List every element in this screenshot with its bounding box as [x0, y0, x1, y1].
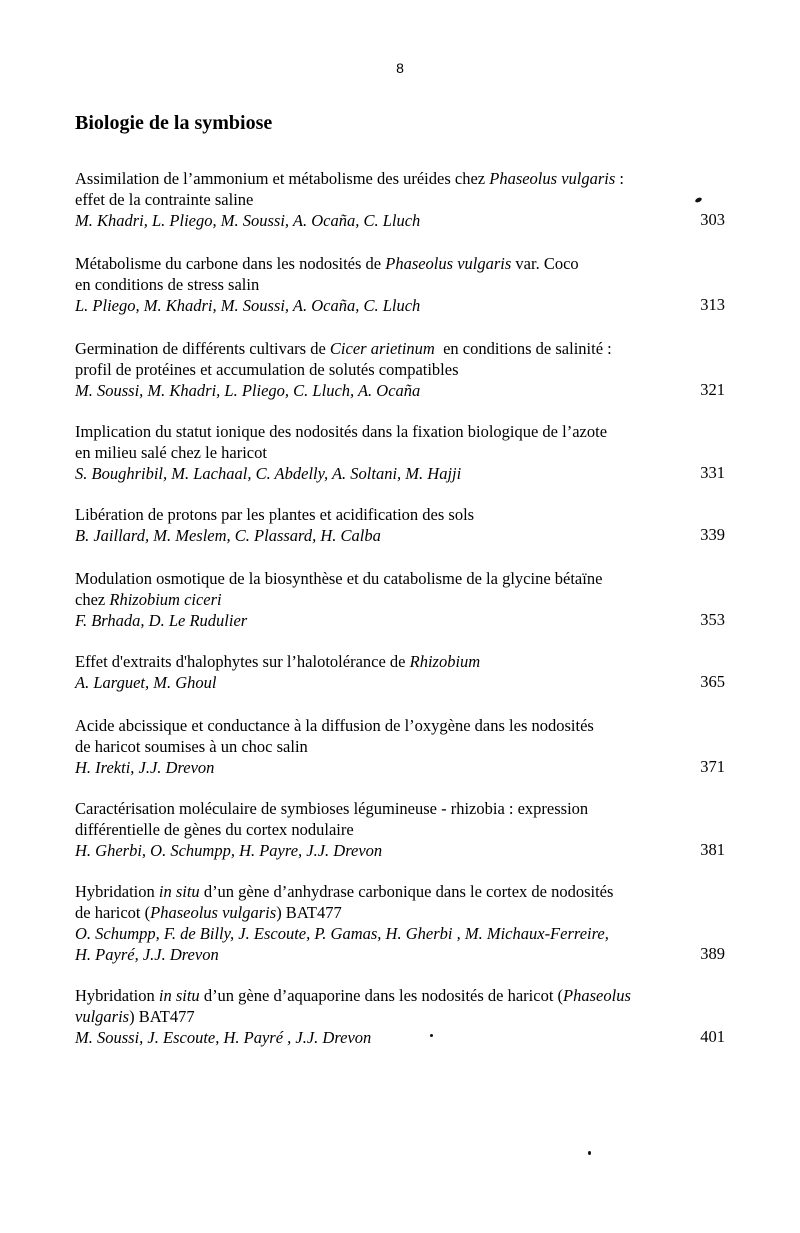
toc-entry-title: Libération de protons par les plantes et acidification des sols B. Jaillard, M. Meslem, C. Plassard, H. Calba — [75, 504, 675, 546]
toc-entry-title: Modulation osmotique de la biosynthèse et du catabolisme de la glycine bétaïne chez Rhizobium ciceri F. Brhada, D. Le Rudulier — [75, 568, 675, 631]
table-of-contents — [75, 168, 725, 1068]
toc-entry-title: Métabolisme du carbone dans les nodosités de Phaseolus vulgaris var. Coco en conditions de stress salin L. Pliego, M. Khadri, M. Soussi, A. Ocaña, C. Lluch — [75, 253, 675, 316]
toc-entry-page: 339 — [700, 525, 725, 544]
toc-entry-authors: M. Soussi, M. Khadri, L. Pliego, C. Lluch, A. Ocaña — [75, 381, 421, 400]
toc-entry-page: 303 — [700, 210, 725, 229]
toc-entry-authors: H. Payré, J.J. Drevon — [75, 945, 219, 964]
toc-entry-title: Germination de différents cultivars de Cicer arietinum en conditions de salinité : profil de protéines et accumulation de solutés compatibles M. Soussi, M. Khadri, L. Pliego, C. Lluch, A. Ocaña — [75, 338, 675, 401]
toc-entry-title: Implication du statut ionique des nodosités dans la fixation biologique de l’azote en milieu salé chez le haricot S. Boughribil, M. Lachaal, C. Abdelly, A. Soltani, M. Hajji — [75, 421, 675, 484]
toc-entry-page: 381 — [700, 840, 725, 859]
toc-entry — [75, 253, 725, 316]
toc-entry — [75, 651, 725, 693]
toc-entry — [75, 568, 725, 631]
toc-entry-authors: F. Brhada, D. Le Rudulier — [75, 611, 248, 630]
toc-entry-authors: A. Larguet, M. Ghoul — [75, 673, 217, 692]
toc-entry-authors: B. Jaillard, M. Meslem, C. Plassard, H. Calba — [75, 526, 381, 545]
toc-entry-page: 389 — [700, 944, 725, 963]
toc-entry — [75, 881, 725, 965]
toc-entry-authors: M. Soussi, J. Escoute, H. Payré , J.J. Drevon — [75, 1028, 372, 1047]
toc-entry-authors: L. Pliego, M. Khadri, M. Soussi, A. Ocaña, C. Lluch — [75, 296, 421, 315]
toc-entry-page: 365 — [700, 672, 725, 691]
toc-entry — [75, 421, 725, 484]
toc-entry — [75, 338, 725, 401]
toc-entry-title: Caractérisation moléculaire de symbioses légumineuse - rhizobia : expression différentielle de gènes du cortex nodulaire H. Gherbi, O. Schumpp, H. Payre, J.J. Drevon — [75, 798, 675, 861]
toc-entry-page: 331 — [700, 463, 725, 482]
toc-entry-title: Hybridation in situ d’un gène d’anhydrase carbonique dans le cortex de nodosités de haricot (Phaseolus vulgaris) BAT477 O. Schumpp, F. de Billy, J. Escoute, P. Gamas, H. Gherbi , M. Michaux-Ferreire, H. Payré, J.J. Drevon — [75, 881, 695, 965]
ink-mark — [430, 1034, 433, 1037]
toc-entry-authors: H. Irekti, J.J. Drevon — [75, 758, 215, 777]
toc-entry-page: 353 — [700, 610, 725, 629]
page-number: 8 — [396, 60, 404, 76]
ink-mark — [694, 197, 702, 204]
toc-entry — [75, 985, 725, 1048]
toc-entry-authors: O. Schumpp, F. de Billy, J. Escoute, P. Gamas, H. Gherbi , M. Michaux-Ferreire, — [75, 924, 609, 943]
toc-entry-authors: M. Khadri, L. Pliego, M. Soussi, A. Ocaña, C. Lluch — [75, 211, 421, 230]
toc-entry-page: 321 — [700, 380, 725, 399]
toc-entry-title: Acide abcissique et conductance à la diffusion de l’oxygène dans les nodosités de haricot soumises à un choc salin H. Irekti, J.J. Drevon — [75, 715, 675, 778]
toc-entry-title: Hybridation in situ d’un gène d’aquaporine dans les nodosités de haricot (Phaseolus vulgaris) BAT477 M. Soussi, J. Escoute, H. Payré , J.J. Drevon — [75, 985, 695, 1048]
section-heading: Biologie de la symbiose — [75, 112, 273, 134]
toc-entry-title: Assimilation de l’ammonium et métabolisme des uréides chez Phaseolus vulgaris : effet de la contrainte saline M. Khadri, L. Pliego, M. Soussi, A. Ocaña, C. Lluch — [75, 168, 675, 231]
toc-entry-page: 371 — [700, 757, 725, 776]
toc-entry-page: 313 — [700, 295, 725, 314]
toc-entry-authors: S. Boughribil, M. Lachaal, C. Abdelly, A. Soltani, M. Hajji — [75, 464, 462, 483]
ink-speck — [588, 1151, 591, 1155]
toc-entry-authors: H. Gherbi, O. Schumpp, H. Payre, J.J. Drevon — [75, 841, 383, 860]
toc-entry-title: Effet d'extraits d'halophytes sur l’halotolérance de Rhizobium A. Larguet, M. Ghoul — [75, 651, 675, 693]
toc-entry-page: 401 — [700, 1027, 725, 1046]
toc-entry — [75, 504, 725, 546]
toc-entry — [75, 168, 725, 231]
toc-entry — [75, 798, 725, 861]
toc-entry — [75, 715, 725, 778]
